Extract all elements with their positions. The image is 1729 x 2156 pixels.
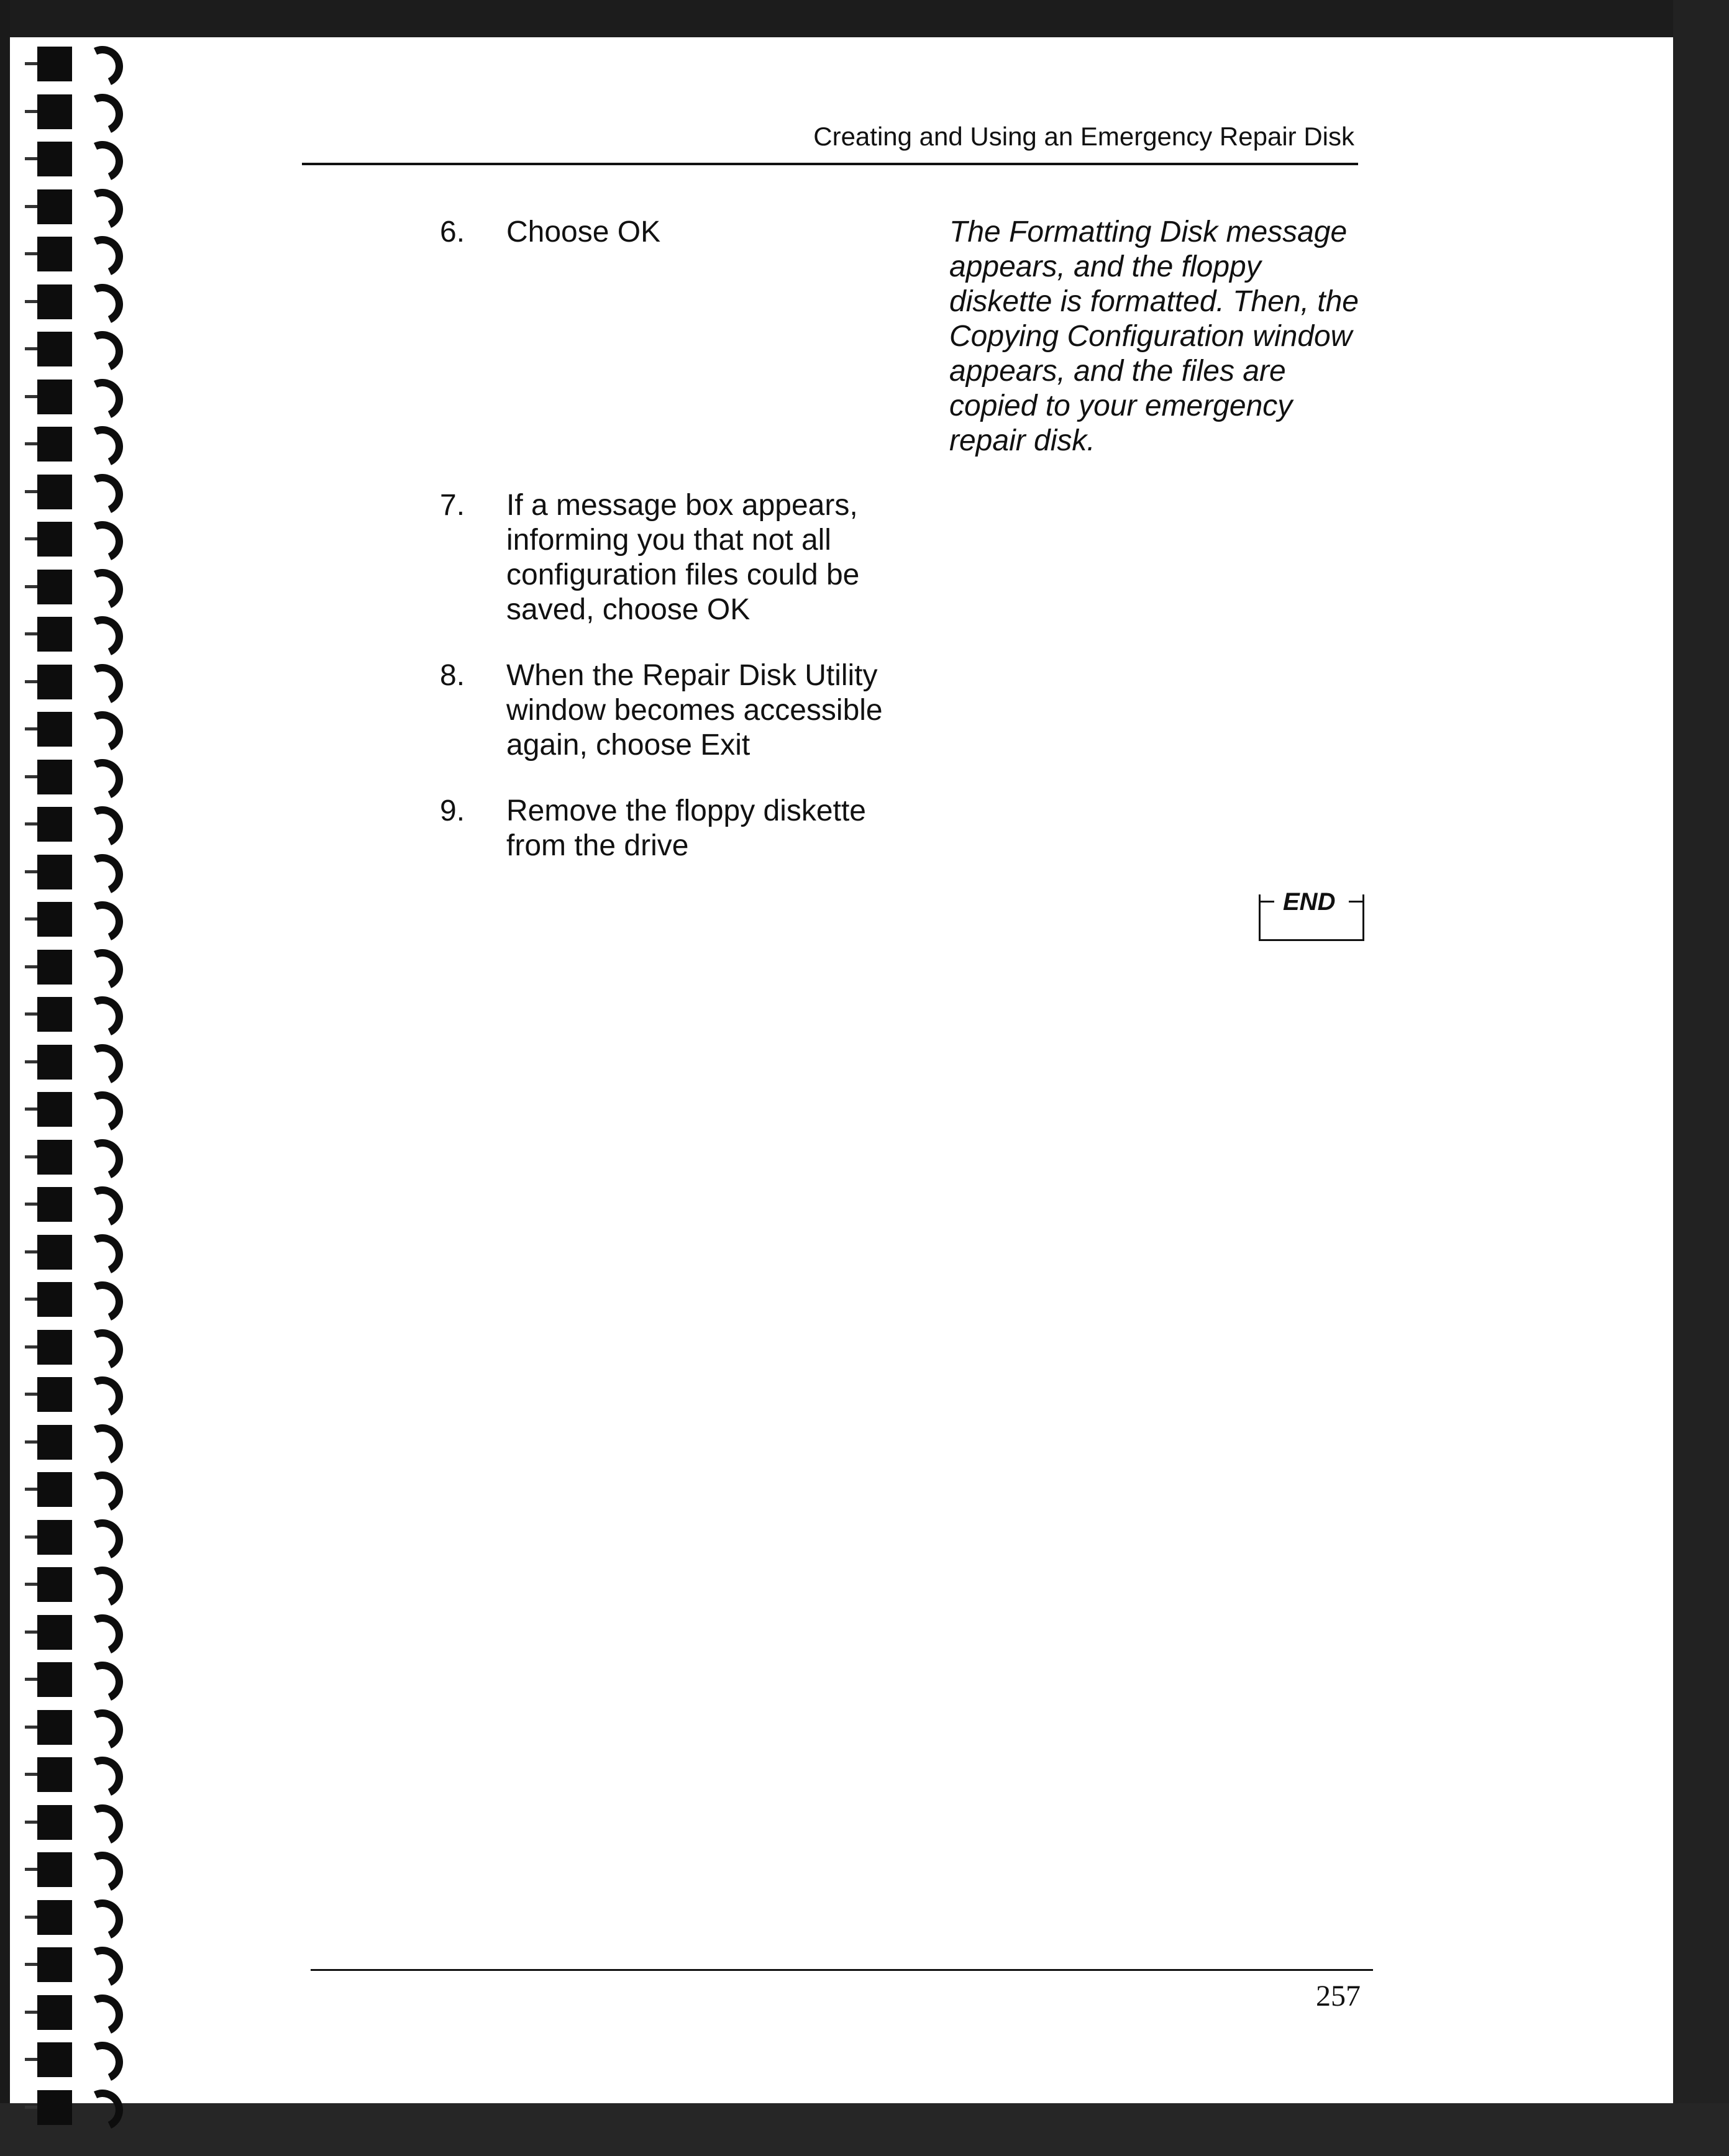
binding-ring <box>25 1754 118 1791</box>
binding-ring <box>25 662 118 699</box>
step-text: Choose OK <box>506 216 661 248</box>
step-number: 8. <box>440 659 465 692</box>
binding-ring <box>25 1279 118 1316</box>
binding-ring <box>25 1517 118 1554</box>
binding-ring <box>25 566 118 604</box>
step-text: If a message box appears, informing you that not all configuration files could be saved, choose OK <box>506 489 860 626</box>
binding-ring <box>25 804 118 841</box>
step-text: When the Repair Disk Utility window becomes accessible again, choose Exit <box>506 659 883 762</box>
binding-ring <box>25 994 118 1031</box>
binding-ring <box>25 614 118 651</box>
binding-ring <box>25 1042 118 1079</box>
binding-ring <box>25 1849 118 1886</box>
binding-ring <box>25 1374 118 1411</box>
binding-ring <box>25 1564 118 1601</box>
binding-ring <box>25 424 118 461</box>
header-rule <box>302 163 1358 165</box>
binding-ring <box>25 519 118 556</box>
binding-ring <box>25 234 118 271</box>
binding-ring <box>25 709 118 746</box>
binding-ring <box>25 1184 118 1221</box>
binding-ring <box>25 1944 118 1981</box>
footer-rule <box>311 1969 1373 1971</box>
binding-ring <box>25 1422 118 1459</box>
document-page <box>10 37 1675 2103</box>
scan-border-top <box>0 0 1729 37</box>
binding-ring <box>25 899 118 936</box>
binding-ring <box>25 1089 118 1126</box>
binding-ring <box>25 1612 118 1649</box>
binding-ring <box>25 1707 118 1744</box>
binding-ring <box>25 2087 118 2124</box>
binding-ring <box>25 329 118 366</box>
scan-border-right <box>1673 0 1729 2156</box>
end-marker <box>1259 888 1364 941</box>
binding-ring <box>25 471 118 509</box>
binding-ring <box>25 1897 118 1934</box>
binding-ring <box>25 1232 118 1269</box>
binding-ring <box>25 43 118 81</box>
binding-ring <box>25 186 118 224</box>
spiral-binding <box>0 37 124 2137</box>
binding-ring <box>25 1992 118 2029</box>
binding-ring <box>25 1802 118 1839</box>
step-text: Remove the floppy diskette from the drive <box>506 794 866 862</box>
page-number: 257 <box>1316 1980 1361 2013</box>
binding-ring <box>25 947 118 984</box>
step-number: 7. <box>440 489 465 522</box>
end-label: END <box>1283 888 1336 916</box>
binding-ring <box>25 139 118 176</box>
step-number: 6. <box>440 216 465 248</box>
binding-ring <box>25 1327 118 1364</box>
scan-border-bottom <box>0 2103 1729 2156</box>
binding-ring <box>25 91 118 129</box>
binding-ring <box>25 2039 118 2076</box>
step-result-note: The Formatting Disk message appears, and the floppy diskette is formatted. Then, the Copying Configuration window appears, and the files are copied to your emergency repair disk. <box>949 216 1359 457</box>
binding-ring <box>25 852 118 889</box>
binding-ring <box>25 757 118 794</box>
step-number: 9. <box>440 794 465 827</box>
binding-ring <box>25 1137 118 1174</box>
binding-ring <box>25 281 118 319</box>
binding-ring <box>25 1469 118 1506</box>
binding-ring <box>25 1659 118 1696</box>
binding-ring <box>25 376 118 414</box>
running-header: Creating and Using an Emergency Repair Disk <box>813 122 1354 151</box>
